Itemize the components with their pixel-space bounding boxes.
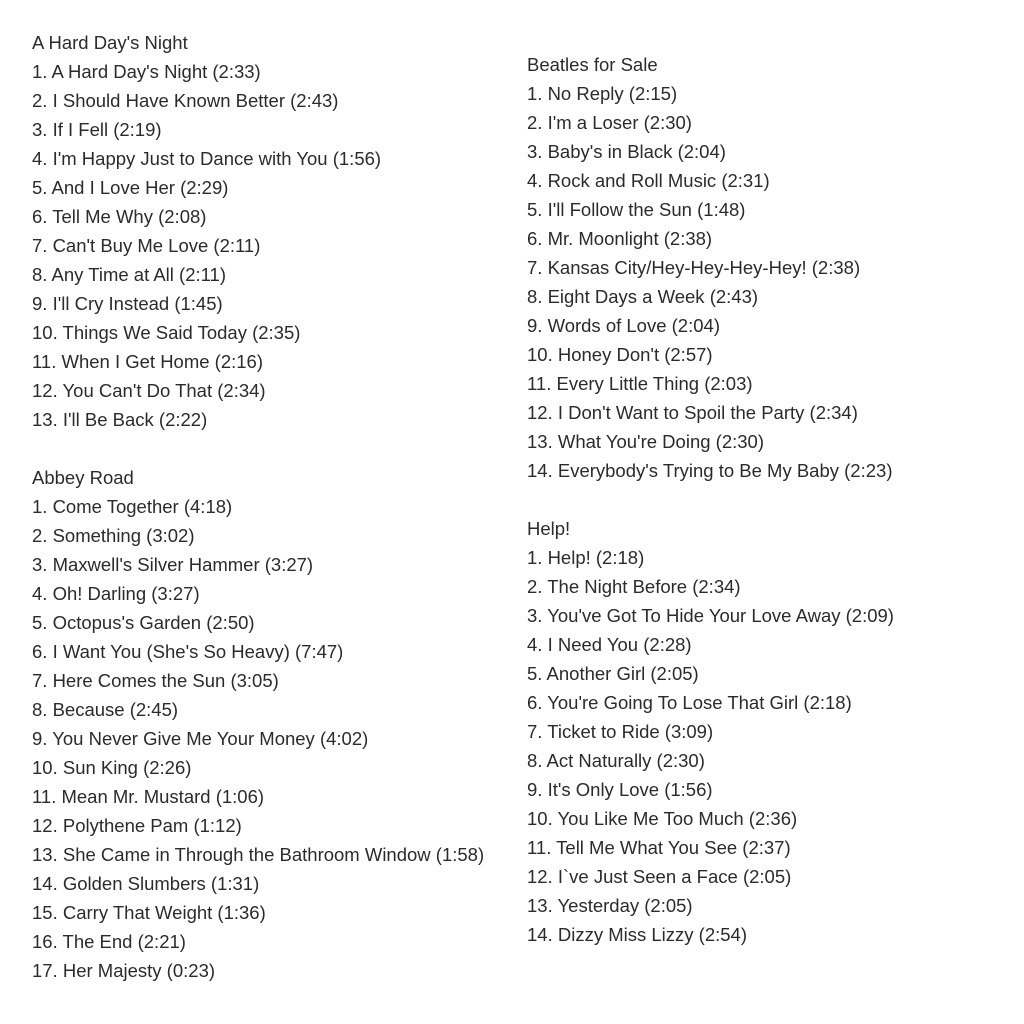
track-item: 13. I'll Be Back (2:22) bbox=[32, 409, 208, 430]
album-section bbox=[32, 463, 512, 985]
track-item: 5. Octopus's Garden (2:50) bbox=[32, 612, 255, 633]
track-item: 7. Kansas City/Hey-Hey-Hey-Hey! (2:38) bbox=[527, 257, 861, 278]
track-item: 1. Help! (2:18) bbox=[527, 547, 645, 568]
track-item: 4. I Need You (2:28) bbox=[527, 634, 692, 655]
track-item: 17. Her Majesty (0:23) bbox=[32, 960, 216, 981]
track-item: 13. Yesterday (2:05) bbox=[527, 895, 693, 916]
track-item: 3. You've Got To Hide Your Love Away (2:09) bbox=[527, 605, 894, 626]
track-item: 3. Baby's in Black (2:04) bbox=[527, 141, 726, 162]
album-title: Abbey Road bbox=[32, 467, 134, 488]
track-item: 1. Come Together (4:18) bbox=[32, 496, 233, 517]
track-item: 9. Words of Love (2:04) bbox=[527, 315, 720, 336]
track-item: 3. If I Fell (2:19) bbox=[32, 119, 162, 140]
track-item: 9. It's Only Love (1:56) bbox=[527, 779, 713, 800]
album-title: A Hard Day's Night bbox=[32, 32, 188, 53]
track-item: 14. Everybody's Trying to Be My Baby (2:23) bbox=[527, 460, 893, 481]
track-item: 13. She Came in Through the Bathroom Window (1:58) bbox=[32, 844, 485, 865]
track-item: 6. Tell Me Why (2:08) bbox=[32, 206, 207, 227]
album-title: Help! bbox=[527, 518, 571, 539]
track-item: 1. No Reply (2:15) bbox=[527, 83, 678, 104]
track-item: 11. Every Little Thing (2:03) bbox=[527, 373, 753, 394]
track-item: 15. Carry That Weight (1:36) bbox=[32, 902, 266, 923]
track-item: 2. I Should Have Known Better (2:43) bbox=[32, 90, 339, 111]
track-item: 14. Golden Slumbers (1:31) bbox=[32, 873, 260, 894]
track-item: 6. You're Going To Lose That Girl (2:18) bbox=[527, 692, 852, 713]
track-item: 5. Another Girl (2:05) bbox=[527, 663, 699, 684]
track-list bbox=[527, 79, 1007, 485]
track-item: 14. Dizzy Miss Lizzy (2:54) bbox=[527, 924, 747, 945]
track-item: 8. Act Naturally (2:30) bbox=[527, 750, 705, 771]
track-item: 7. Here Comes the Sun (3:05) bbox=[32, 670, 279, 691]
track-item: 7. Can't Buy Me Love (2:11) bbox=[32, 235, 261, 256]
track-item: 11. Tell Me What You See (2:37) bbox=[527, 837, 791, 858]
track-item: 2. The Night Before (2:34) bbox=[527, 576, 741, 597]
album-section bbox=[527, 50, 1007, 485]
track-item: 5. I'll Follow the Sun (1:48) bbox=[527, 199, 746, 220]
track-item: 8. Any Time at All (2:11) bbox=[32, 264, 226, 285]
album-section bbox=[32, 28, 512, 434]
track-item: 2. Something (3:02) bbox=[32, 525, 195, 546]
track-item: 2. I'm a Loser (2:30) bbox=[527, 112, 692, 133]
track-item: 10. Things We Said Today (2:35) bbox=[32, 322, 301, 343]
track-item: 10. You Like Me Too Much (2:36) bbox=[527, 808, 798, 829]
right-column bbox=[527, 50, 1007, 978]
track-item: 16. The End (2:21) bbox=[32, 931, 186, 952]
track-item: 8. Eight Days a Week (2:43) bbox=[527, 286, 759, 307]
track-item: 11. Mean Mr. Mustard (1:06) bbox=[32, 786, 265, 807]
track-item: 7. Ticket to Ride (3:09) bbox=[527, 721, 714, 742]
track-item: 4. Oh! Darling (3:27) bbox=[32, 583, 200, 604]
track-item: 13. What You're Doing (2:30) bbox=[527, 431, 764, 452]
track-item: 12. I Don't Want to Spoil the Party (2:34) bbox=[527, 402, 858, 423]
track-item: 10. Honey Don't (2:57) bbox=[527, 344, 713, 365]
track-item: 9. You Never Give Me Your Money (4:02) bbox=[32, 728, 369, 749]
album-title: Beatles for Sale bbox=[527, 54, 658, 75]
track-item: 1. A Hard Day's Night (2:33) bbox=[32, 61, 261, 82]
track-list bbox=[32, 492, 512, 985]
track-item: 4. Rock and Roll Music (2:31) bbox=[527, 170, 770, 191]
track-item: 12. I`ve Just Seen a Face (2:05) bbox=[527, 866, 792, 887]
track-item: 12. You Can't Do That (2:34) bbox=[32, 380, 266, 401]
track-item: 10. Sun King (2:26) bbox=[32, 757, 192, 778]
track-item: 8. Because (2:45) bbox=[32, 699, 179, 720]
track-item: 6. I Want You (She's So Heavy) (7:47) bbox=[32, 641, 344, 662]
track-list bbox=[527, 543, 1007, 949]
track-item: 11. When I Get Home (2:16) bbox=[32, 351, 264, 372]
track-item: 6. Mr. Moonlight (2:38) bbox=[527, 228, 713, 249]
track-item: 4. I'm Happy Just to Dance with You (1:56) bbox=[32, 148, 382, 169]
album-section bbox=[527, 514, 1007, 949]
track-item: 9. I'll Cry Instead (1:45) bbox=[32, 293, 223, 314]
track-item: 3. Maxwell's Silver Hammer (3:27) bbox=[32, 554, 314, 575]
track-item: 5. And I Love Her (2:29) bbox=[32, 177, 229, 198]
left-column bbox=[32, 28, 512, 1014]
track-list bbox=[32, 57, 512, 434]
track-item: 12. Polythene Pam (1:12) bbox=[32, 815, 242, 836]
